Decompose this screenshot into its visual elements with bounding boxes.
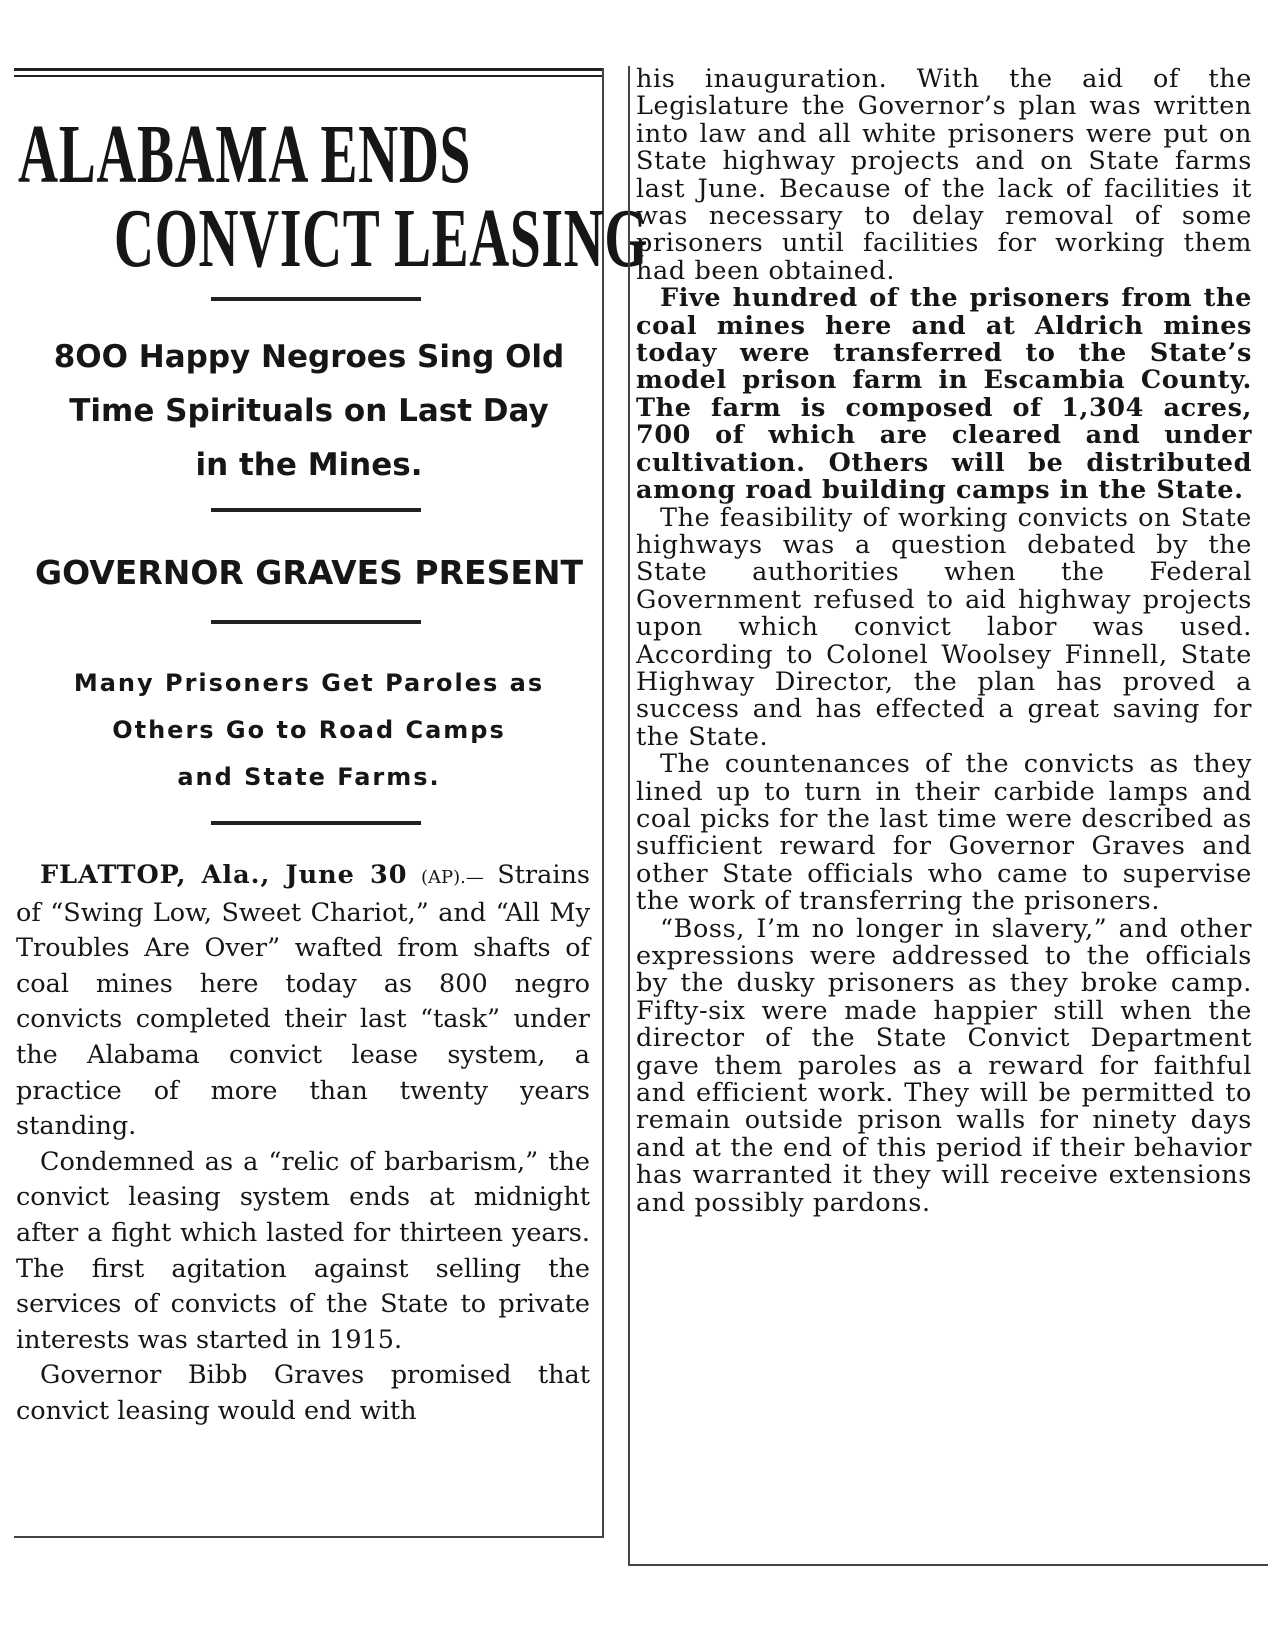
divider-rule: [211, 620, 421, 624]
left-column: [14, 68, 649, 1538]
deck3-line-2: Others Go to Road Camps: [112, 716, 506, 744]
article-paragraph-2: Condemned as a “relic of barbarism,” the convict leasing system ends at midnight after a fight which lasted for thirteen years. The first agitation against selling the services of convicts of the State to private interests was started in 1915.: [16, 1146, 590, 1355]
divider-rule: [211, 297, 421, 301]
divider-rule: [211, 821, 421, 825]
article-paragraph-1: [16, 858, 590, 1145]
divider-rule: [211, 508, 421, 512]
article-paragraph-3-continued: his inauguration. With the aid of the Legislature the Governor’s plan was written into law and all white prisoners were put on State highway projects and on State farms last June. Because of the lack of facilities it was necessary to delay removal of some prisoners until facilities for working them had been obtained.: [636, 64, 1252, 286]
top-rule-secondary: [14, 75, 602, 77]
deck3-line-1: Many Prisoners Get Paroles as: [73, 669, 545, 697]
article-paragraph-5: The feasibility of working convicts on State highways was a question debated by the State authorities when the Federal Government refused to aid highway projects upon which convict labor was used. According to Colonel Woolsey Finnell, State Highway Director, the plan has proved a success and has effected a great saving for the State.: [636, 502, 1252, 752]
headline-line-1: ALABAMA ENDS: [18, 108, 472, 201]
deck1-line-2: Time Spirituals on Last Day: [69, 393, 549, 429]
subhead-deck-3: [14, 660, 604, 801]
subhead-deck-1: [14, 330, 604, 492]
article-body-right: [636, 66, 1252, 1217]
article-paragraph-7: “Boss, I’m no longer in slavery,” and other expressions were addressed to the officials by the dusky prisoners as they broke camp. Fifty-six were made happier still when the director of the State Convict Department gave them paroles as a reward for faithful and efficient work. They will be permitted to remain outside prison walls for ninety days and at the end of this period if their behavior has warranted it they will receive extensions and possibly pardons.: [636, 913, 1252, 1218]
article-paragraph-4: Five hundred of the prisoners from the coal mines here and at Aldrich mines today were transferred to the State’s model prison farm in Escambia County. The farm is composed of 1,304 acres, 700 of which are cleared and under cultivation. Others will be distributed among road building camps in the State.: [636, 283, 1252, 506]
deck3-line-3: and State Farms.: [177, 763, 441, 791]
headline-line-2: CONVICT LEASING: [114, 192, 649, 285]
article-paragraph-3-start: Governor Bibb Graves promised that convict leasing would end with: [16, 1360, 590, 1426]
wire-credit: (AP).—: [420, 867, 484, 888]
article-body-left: [16, 858, 590, 1430]
deck1-line-1: 8OO Happy Negroes Sing Old: [53, 339, 565, 375]
article-paragraph-6: The countenances of the convicts as they lined up to turn in their carbide lamps and coal picks for the last time were described as sufficient reward for Governor Graves and other State officials who came to supervise the work of transferring the prisoners.: [636, 749, 1252, 917]
dateline: FLATTOP, Ala., June 30: [40, 860, 408, 890]
subhead-deck-2: GOVERNOR GRAVES PRESENT: [34, 553, 584, 592]
top-rule: [14, 68, 602, 71]
right-column: [628, 66, 1268, 1566]
paragraph-1-text: Strains of “Swing Low, Sweet Chariot,” and “All My Troubles Are Over” wafted from shafts of coal mines here today as 800 negro convicts completed their last “task” under the Alabama convict lease system, a practice of more than twenty years standing.: [16, 860, 590, 1142]
deck1-line-3: in the Mines.: [195, 447, 423, 483]
